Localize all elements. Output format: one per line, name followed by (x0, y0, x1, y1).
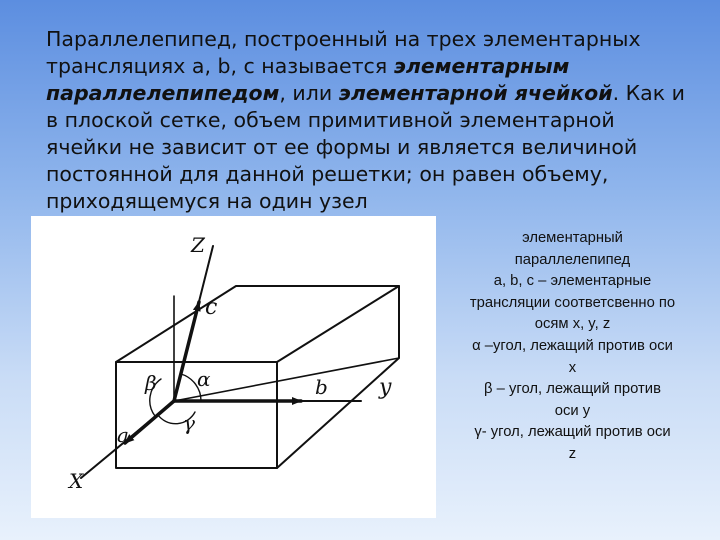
vector-b-label: b (315, 375, 328, 399)
angle-beta-label: β (145, 371, 157, 395)
paragraph-text-3: . Как и в плоской сетке, объем примитивной элементарной ячейки не зависит от ее формы и является величиной постоянной для данной решетки; он равен объему, приходящемуся на один узел (46, 81, 685, 213)
caption-line: z (568, 445, 577, 462)
term-elementary-parallelepiped: элементарным параллелепипедом (46, 54, 570, 105)
caption-line: α –угол, лежащий против оси (472, 337, 673, 354)
axis-z-label: Z (191, 233, 205, 257)
figure-caption (440, 228, 705, 466)
box-front-top-edge (116, 286, 399, 362)
main-paragraph (46, 26, 696, 215)
caption-line: элементарный (522, 230, 623, 246)
caption-line: x (568, 359, 577, 376)
parallelepiped-diagram (31, 216, 436, 518)
caption-line: осям x, y, z (534, 316, 611, 333)
caption-line: a, b, c – элементарные (493, 273, 652, 290)
caption-line: оси y (554, 402, 591, 419)
paragraph-text-1: Параллелепипед, построенный на трех элементарных трансляциях a, b, c называется (46, 27, 641, 78)
caption-line: параллелепипед (514, 251, 631, 268)
caption-line: трансляции соответсвенно по (469, 294, 676, 311)
term-elementary-cell: элементарной ячейкой (338, 81, 613, 105)
paragraph-text-2: , или (279, 81, 339, 105)
axis-y-label: y (379, 375, 392, 400)
angle-alpha-label: α (197, 367, 211, 391)
caption-line: γ- угол, лежащий против оси (474, 424, 671, 441)
caption-line: β – угол, лежащий против (484, 381, 661, 398)
parallelepiped-figure (31, 216, 436, 518)
vector-c-label: c (205, 295, 218, 320)
angle-gamma-label: γ (183, 411, 195, 435)
axis-x-label: X (69, 469, 84, 493)
vector-a-label: a (117, 423, 129, 447)
